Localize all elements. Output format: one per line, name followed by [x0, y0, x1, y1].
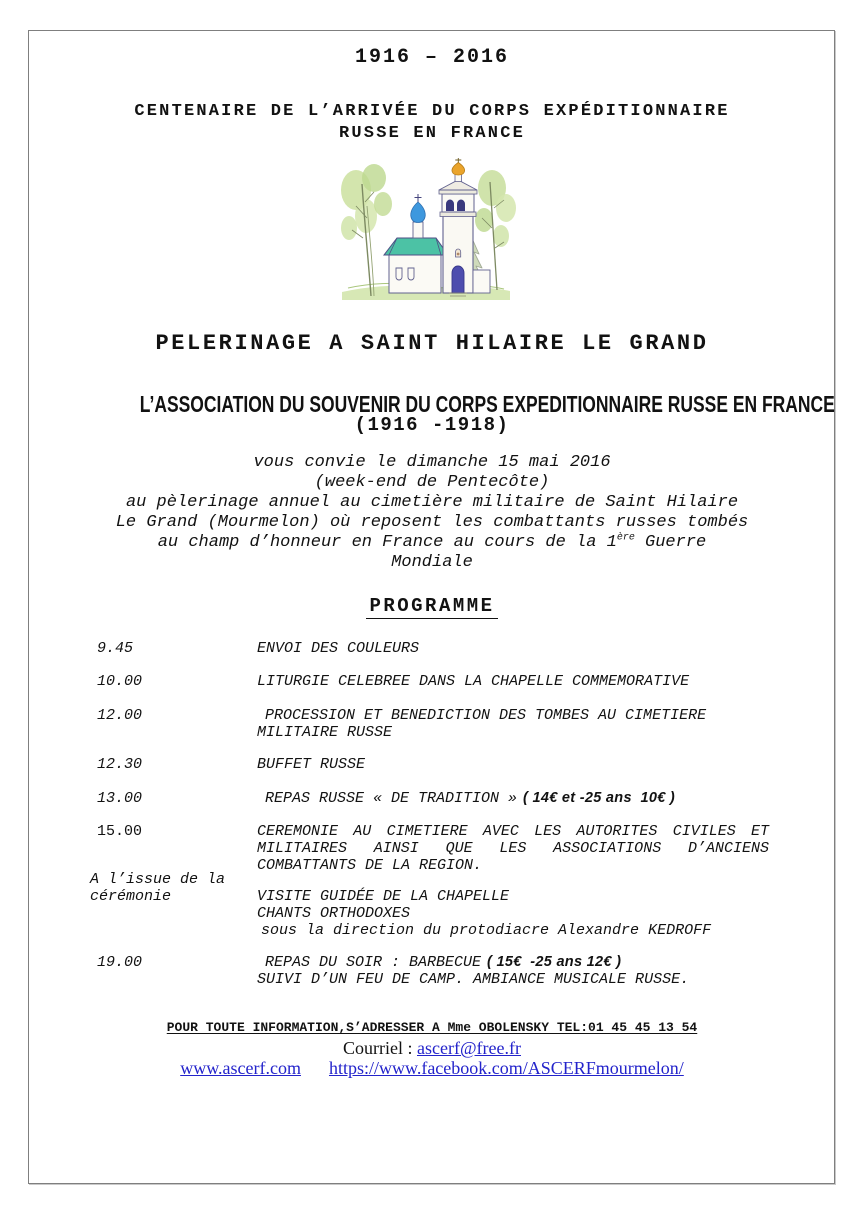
- chapel-drum: [413, 222, 423, 238]
- price-label: ( 15€ -25 ans 12€ ): [487, 954, 622, 970]
- invitation-line: (week-end de Pentecôte): [314, 473, 550, 492]
- ordinal-superscript: ère: [616, 532, 635, 544]
- programme-desc: sous la direction du protodiacre Alexandre KEDROFF: [261, 922, 712, 939]
- programme-time: 15.00: [97, 823, 143, 840]
- programme-desc: MILITAIRES AINSI QUE LES ASSOCIATIONS D’ANCIENS: [257, 840, 769, 857]
- programme-desc: CHANTS ORTHODOXES: [257, 905, 411, 922]
- pilgrimage-title: PELERINAGE A SAINT HILAIRE LE GRAND: [155, 331, 709, 356]
- years-heading: 1916 – 2016: [354, 46, 510, 69]
- programme-desc: MILITAIRE RUSSE: [257, 724, 393, 741]
- chapel-cross: [415, 194, 422, 202]
- invitation-line: Mondiale: [391, 553, 473, 572]
- chapel: [384, 194, 448, 293]
- programme-desc: ENVOI DES COULEURS: [257, 640, 420, 657]
- courriel-label: Courriel :: [343, 1038, 417, 1058]
- centenary-title-line2: RUSSE EN FRANCE: [338, 124, 526, 143]
- invitation-line: au pèlerinage annuel au cimetière militaire de Saint Hilaire: [125, 493, 739, 512]
- programme-time: A l’issue de la: [90, 871, 226, 888]
- invitation-line: Le Grand (Mourmelon) où reposent les combattants russes tombés: [115, 513, 749, 532]
- price-label: ( 14€ et -25 ans 10€ ): [523, 790, 676, 806]
- programme-time: 10.00: [97, 673, 143, 690]
- programme-time: 12.00: [97, 707, 143, 724]
- website-link[interactable]: www.ascerf.com: [180, 1058, 301, 1078]
- centenary-title: [30, 101, 834, 145]
- programme-desc: VISITE GUIDÉE DE LA CHAPELLE: [257, 888, 510, 905]
- email-link[interactable]: ascerf@free.fr: [417, 1038, 521, 1058]
- annex: [473, 270, 490, 293]
- programme-desc: LITURGIE CELEBREE DANS LA CHAPELLE COMMEMORATIVE: [257, 673, 690, 690]
- tower-door: [452, 266, 464, 293]
- left-tree: [341, 164, 392, 296]
- gold-dome: [452, 163, 465, 176]
- programme-desc: SUIVI D’UN FEU DE CAMP. AMBIANCE MUSICALE RUSSE.: [257, 971, 690, 988]
- blue-dome: [411, 202, 425, 223]
- invitation-line: vous convie le dimanche 15 mai 2016: [253, 453, 611, 472]
- programme-time: cérémonie: [90, 888, 172, 905]
- belfry-arch: [446, 200, 454, 212]
- bell-tower: [439, 158, 477, 296]
- tower-cross: [455, 158, 461, 163]
- centenary-title-line1: CENTENAIRE DE L’ARRIVÉE DU CORPS EXPÉDITIONNAIRE: [134, 102, 730, 121]
- links-line: [30, 1058, 834, 1079]
- contact-info-line: POUR TOUTE INFORMATION,S’ADRESSER A Mme OBOLENSKY TEL:01 45 45 13 54: [166, 1020, 698, 1035]
- programme-desc: CEREMONIE AU CIMETIERE AVEC LES AUTORITES CIVILES ET: [257, 823, 769, 840]
- programme-desc: PROCESSION ET BENEDICTION DES TOMBES AU CIMETIERE: [265, 707, 707, 724]
- programme-desc: COMBATTANTS DE LA REGION.: [257, 857, 483, 874]
- association-name-text: L’ASSOCIATION DU SOUVENIR DU CORPS EXPEDITIONNAIRE RUSSE EN FRANCE: [139, 391, 835, 417]
- facebook-link[interactable]: https://www.facebook.com/ASCERFmourmelon/: [328, 1058, 684, 1078]
- programme-time: 19.00: [97, 954, 143, 971]
- association-years: (1916 -1918): [354, 414, 510, 436]
- programme-time: 9.45: [97, 640, 134, 657]
- courriel-line: [30, 1038, 834, 1059]
- belfry-arch: [457, 200, 465, 212]
- invitation-line-guerre: au champ d’honneur en France au cours de la 1ère Guerre: [157, 532, 707, 552]
- programme-desc: BUFFET RUSSE: [257, 756, 366, 773]
- programme-heading: PROGRAMME: [30, 595, 834, 617]
- programme-desc: REPAS DU SOIR : BARBECUE ( 15€ -25 ans 12€ ): [265, 954, 622, 971]
- programme-time: 13.00: [97, 790, 143, 807]
- programme-desc: REPAS RUSSE « DE TRADITION » ( 14€ et -25 ans 10€ ): [265, 790, 676, 807]
- tower-cap: [439, 181, 477, 190]
- invitation-paragraph: [30, 453, 834, 573]
- programme-time: 12.30: [97, 756, 143, 773]
- church-illustration: [334, 158, 517, 300]
